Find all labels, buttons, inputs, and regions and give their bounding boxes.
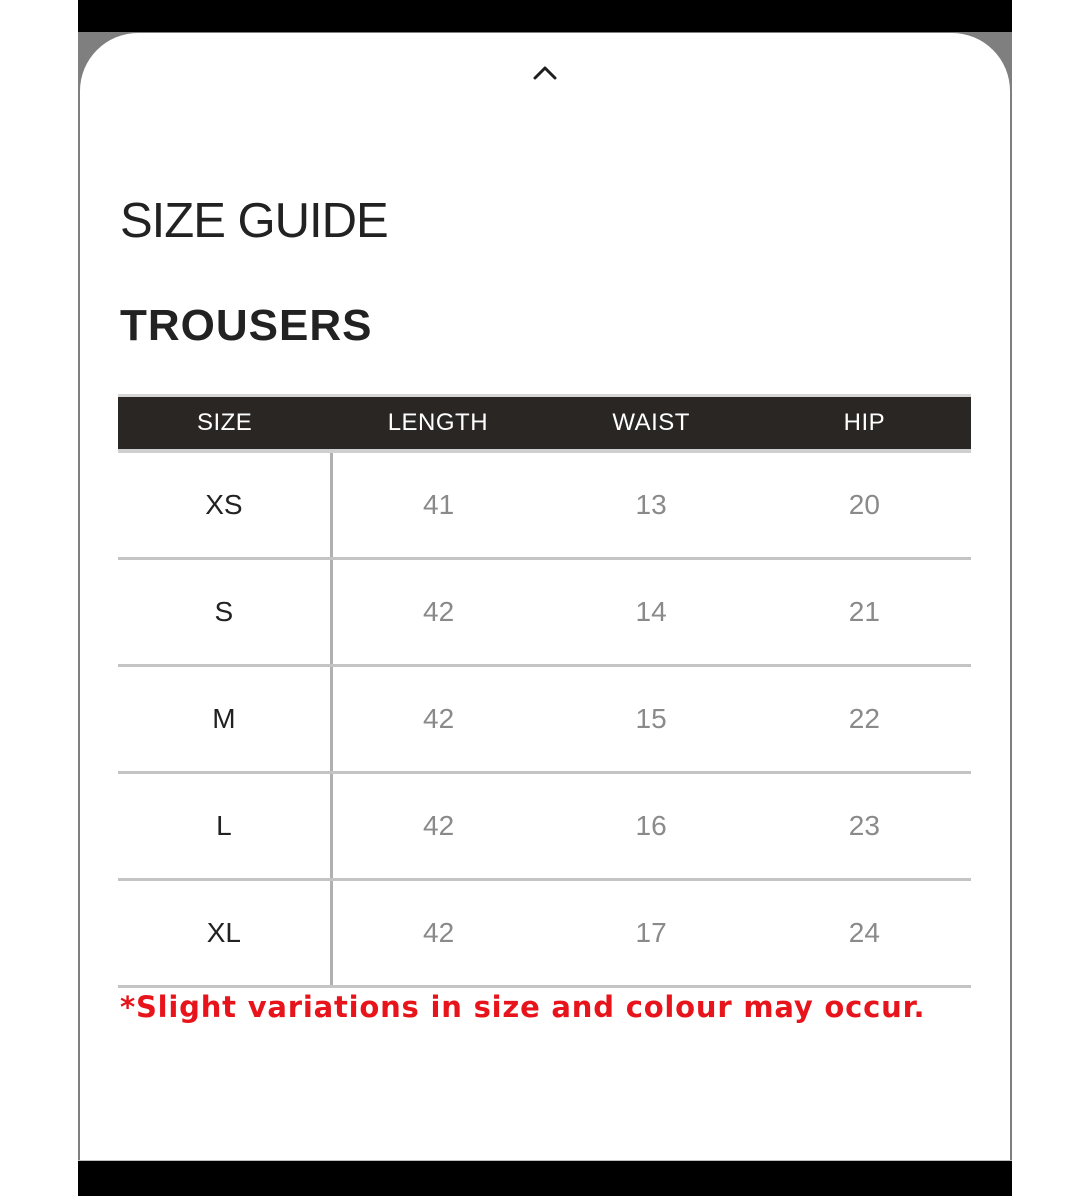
size-table [118,394,971,988]
table-row [118,559,971,666]
hip-cell: 21 [758,559,971,666]
table-row [118,880,971,987]
waist-cell: 16 [545,773,758,880]
column-header-hip: HIP [758,396,971,452]
category-title: TROUSERS [120,301,373,350]
status-bar [78,0,1012,32]
size-cell: XL [118,880,331,987]
length-cell: 42 [331,880,544,987]
disclaimer-note: *Slight variations in size and colour may occur. [120,990,926,1024]
hip-cell: 22 [758,666,971,773]
table-row [118,666,971,773]
column-header-size: SIZE [118,396,331,452]
column-header-waist: WAIST [545,396,758,452]
chevron-up-icon [532,61,558,83]
phone-frame [78,0,1012,1195]
waist-cell: 14 [545,559,758,666]
size-cell: L [118,773,331,880]
size-cell: M [118,666,331,773]
size-guide-sheet [80,33,1010,1160]
table-row [118,773,971,880]
size-cell: S [118,559,331,666]
length-cell: 42 [331,773,544,880]
size-cell: XS [118,451,331,559]
table-row [118,451,971,559]
collapse-handle[interactable] [532,61,558,83]
waist-cell: 17 [545,880,758,987]
hip-cell: 23 [758,773,971,880]
hip-cell: 24 [758,880,971,987]
page-title: SIZE GUIDE [120,194,388,248]
hip-cell: 20 [758,451,971,559]
length-cell: 42 [331,666,544,773]
length-cell: 42 [331,559,544,666]
navigation-bar [78,1160,1012,1196]
waist-cell: 13 [545,451,758,559]
column-header-length: LENGTH [331,396,544,452]
length-cell: 41 [331,451,544,559]
waist-cell: 15 [545,666,758,773]
table-header-row [118,396,971,452]
